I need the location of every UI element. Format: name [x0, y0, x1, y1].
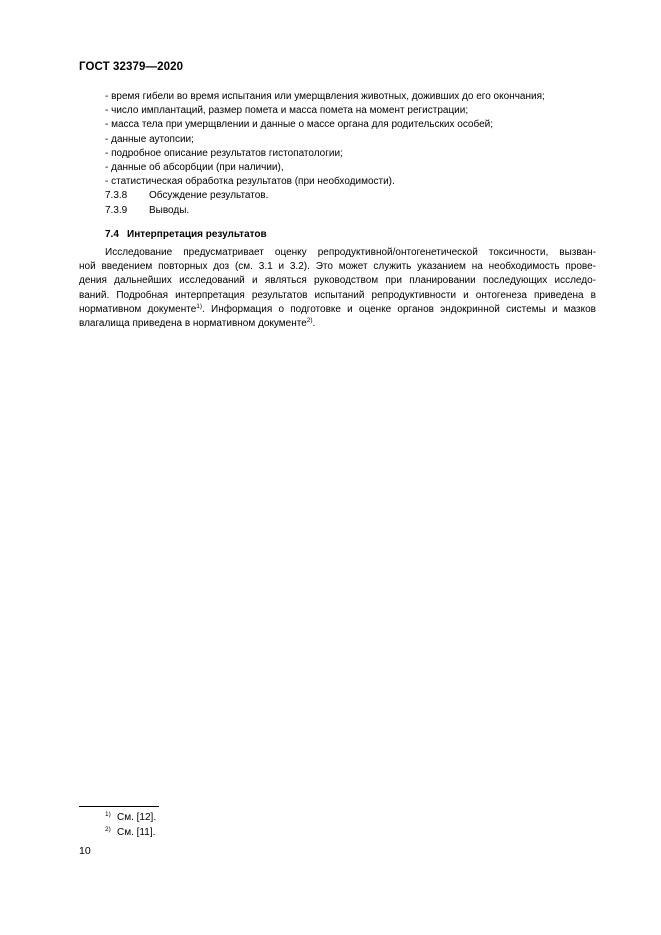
- footnote-text: См. [11].: [117, 826, 156, 838]
- list-item: - время гибели во время испытания или умерщвления животных, доживших до его окончания;: [105, 91, 545, 102]
- footnote-divider: [79, 806, 159, 807]
- footnotes: [105, 811, 156, 840]
- list-item: - число имплантаций, размер помета и масса помета на момент регистрации;: [105, 105, 469, 117]
- list-item: - данные об абсорбции (при наличии),: [105, 162, 284, 174]
- clause-number: 7.3.8: [105, 190, 128, 202]
- clause-text: Обсуждение результатов.: [149, 190, 269, 202]
- section-heading-7-4: [79, 228, 596, 242]
- list-item: - подробное описание результатов гистопатологии;: [105, 147, 343, 159]
- clause-text: Выводы.: [149, 204, 190, 216]
- footnote-reference-1: 1): [196, 302, 203, 310]
- paragraph-line: ной введением повторных доз (см. 3.1 и 3.2). Это может служить указанием на необходимость прове-: [79, 261, 596, 273]
- paragraph-text: . Информация о подготовке и оценке органов эндокринной системы и мазков: [202, 303, 596, 315]
- list-item: - статистическая обработка результатов (при необходимости).: [105, 176, 395, 188]
- section-title: Интерпретация результатов: [127, 228, 267, 240]
- footnote-2: 2) См. [11].: [105, 825, 156, 838]
- footnote-reference-2: 2): [306, 317, 313, 325]
- document-body: [79, 90, 596, 331]
- paragraph-line: [79, 303, 596, 317]
- paragraph-text: .: [312, 318, 316, 330]
- paragraph-line: ваний. Подробная интерпретация результатов испытаний репродуктивности и онтогенеза приведена в: [79, 289, 596, 301]
- paragraph-line: [79, 317, 596, 331]
- clause-7-3-9: [79, 204, 596, 218]
- paragraph-line: дения дальнейших исследований и являться руководством при планировании последующих исследо-: [79, 275, 596, 287]
- paragraph-line: Исследование предусматривает оценку репродуктивной/онтогенетической токсичности, вызван-: [105, 247, 596, 259]
- footnote-text: См. [12].: [117, 812, 157, 823]
- list-item: - данные аутопсии;: [105, 133, 194, 145]
- document-header: ГОСТ 32379—2020: [79, 61, 184, 73]
- results-list: [79, 90, 596, 189]
- interpretation-paragraph: [79, 246, 596, 331]
- section-number: 7.4: [105, 228, 119, 240]
- clause-7-3-8: [79, 189, 596, 203]
- footnote-1: 1) См. [12].: [105, 811, 157, 823]
- page-number: 10: [79, 845, 91, 857]
- paragraph-text: нормативном документе: [79, 303, 197, 315]
- paragraph-text: влагалища приведена в нормативном документе: [79, 318, 307, 330]
- clause-number: 7.3.9: [105, 204, 128, 216]
- list-item: - масса тела при умерщвлении и данные о массе органа для родительских особей;: [105, 119, 494, 131]
